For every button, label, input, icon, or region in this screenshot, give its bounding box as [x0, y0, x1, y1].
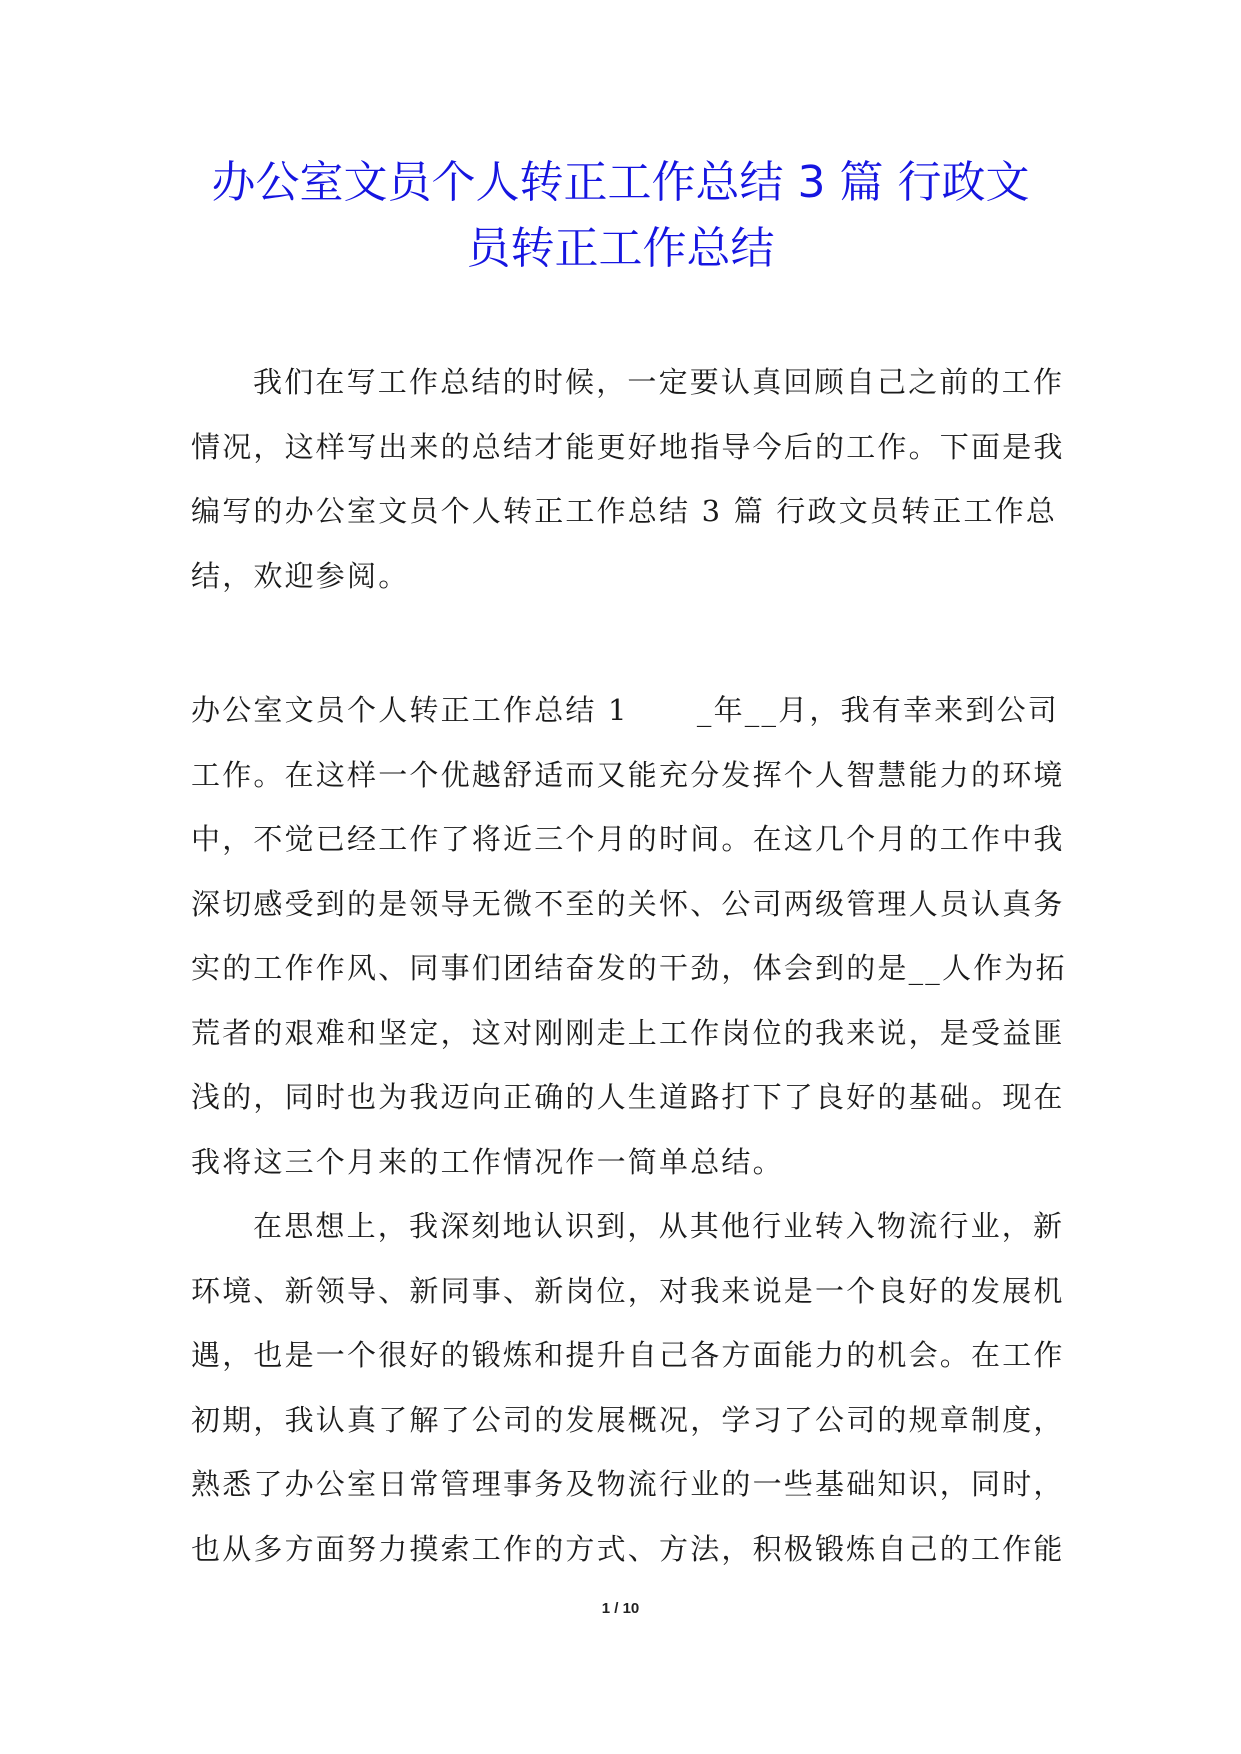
- section-1-para-2-line: 环境、新领导、新同事、新岗位，对我来说是一个良好的发展机: [191, 1273, 1065, 1308]
- intro-paragraph: [191, 350, 1065, 608]
- section-1-para-2-line: 遇，也是一个很好的锻炼和提升自己各方面能力的机会。在工作: [191, 1338, 1065, 1372]
- section-1-line: 我将这三个月来的工作情况作一简单总结。: [191, 1144, 784, 1179]
- document-title: [150, 150, 1091, 282]
- page-number: 1 / 10: [601, 1600, 640, 1617]
- section-1-line: 中，不觉已经工作了将近三个月的时间。在这几个月的工作中我: [191, 822, 1065, 856]
- section-1-first-line: [191, 678, 1059, 743]
- title-line-2: 员转正工作总结: [466, 223, 775, 274]
- section-1-heading: 办公室文员个人转正工作总结 1: [191, 693, 629, 727]
- section-1-para-2-line: 在思想上，我深刻地认识到，从其他行业转入物流行业，新: [253, 1209, 1065, 1243]
- section-1-para-2-line: 初期，我认真了解了公司的发展概况，学习了公司的规章制度，: [191, 1402, 1065, 1437]
- section-1-line: 实的工作作风、同事们团结奋发的干劲，体会到的是__人作为拓: [191, 951, 1067, 985]
- section-1-line: 工作。在这样一个优越舒适而又能充分发挥个人智慧能力的环境: [191, 757, 1065, 792]
- section-1-para-2-line: 也从多方面努力摸索工作的方式、方法，积极锻炼自己的工作能: [191, 1531, 1065, 1566]
- intro-line: 我们在写工作总结的时候，一定要认真回顾自己之前的工作: [253, 365, 1065, 399]
- section-1-line: 深切感受到的是领导无微不至的关怀、公司两级管理人员认真务: [191, 886, 1065, 921]
- section-1-line: 荒者的艰难和坚定，这对刚刚走上工作岗位的我来说，是受益匪: [191, 1015, 1065, 1050]
- title-line-1: 办公室文员个人转正工作总结 3 篇 行政文: [211, 157, 1030, 208]
- intro-line: 编写的办公室文员个人转正工作总结 3 篇 行政文员转正工作总: [191, 494, 1058, 528]
- section-1: [191, 678, 1067, 1581]
- section-1-line: 浅的，同时也为我迈向正确的人生道路打下了良好的基础。现在: [191, 1080, 1065, 1114]
- intro-line: 结，欢迎参阅。: [191, 558, 410, 593]
- section-1-opening-text: _年__月，我有幸来到公司: [696, 693, 1059, 727]
- section-1-para-2-line: 熟悉了办公室日常管理事务及物流行业的一些基础知识，同时，: [191, 1467, 1065, 1501]
- intro-line: 情况，这样写出来的总结才能更好地指导今后的工作。下面是我: [191, 429, 1065, 464]
